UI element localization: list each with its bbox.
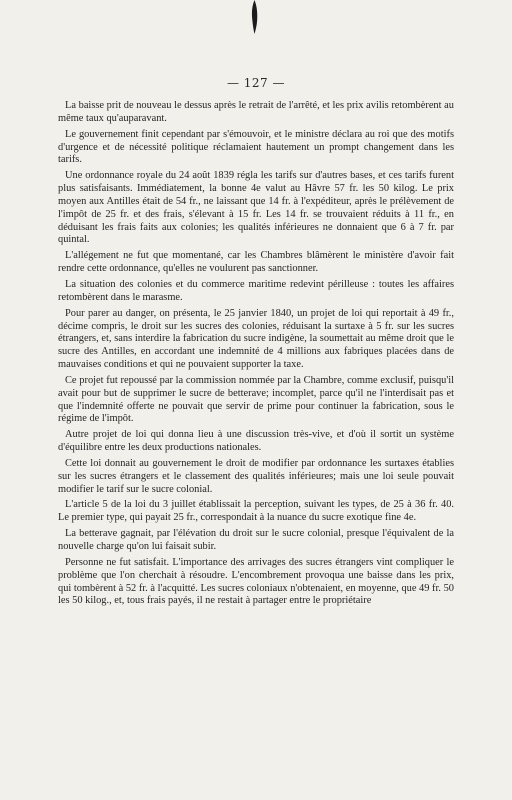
paragraph: L'article 5 de la loi du 3 juillet établissait la perception, suivant les types, de 25 à 36 fr. 40. Le premier type, qui payait 25 fr., correspondait à la nuance du sucre exotique fine 4e. — [58, 499, 454, 524]
paragraph: Pour parer au danger, on présenta, le 25 janvier 1840, un projet de loi qui reportait à 49 fr., décime compris, le droit sur les sucres des colonies, réduisant la surtaxe à 5 fr. sur les sucres étrangers, et, sans interdire la fabrication du sucre indigène, la soumettait au même droit que le sucre des Antilles, en accordant une indemnité de 4 millions aux fabriques placées dans de mauvaises conditions et qui ne pouvaient supporter la taxe. — [58, 307, 454, 371]
paragraph: La baisse prit de nouveau le dessus après le retrait de l'arrêté, et les prix avilis retombèrent au même taux qu'auparavant. — [58, 100, 454, 124]
paragraph: La betterave gagnait, par l'élévation du droit sur le sucre colonial, presque l'équivalent de la nouvelle charge qu'on lui faisait subir. — [58, 528, 454, 552]
paragraph: La situation des colonies et du commerce maritime redevint périlleuse : toutes les affaires retombèrent dans le marasme. — [58, 278, 454, 303]
body-text — [58, 100, 454, 611]
paragraph: Autre projet de loi qui donna lieu à une discussion très-vive, et d'où il sortit un système d'équilibre entre les deux productions nationales. — [58, 429, 454, 454]
paragraph: Le gouvernement finit cependant par s'émouvoir, et le ministre déclara au roi que des motifs d'urgence et de nécessité politique réclamaient hautement un prompt changement dans les tarifs. — [58, 128, 454, 166]
paragraph: Personne ne fut satisfait. L'importance des arrivages des sucres étrangers vint compliquer le problème que l'on cherchait à résoudre. L'encombrement provoqua une baisse dans les prix, qui tombèrent à 52 fr. à l'acquitté. Les sucres coloniaux n'obtenaient, en moyenne, que 49 fr. 50 les 50 kilog., et, tous frais payés, il ne restait à partager entre le propriétaire — [58, 556, 454, 607]
page-number: — 127 — — [226, 76, 286, 90]
paragraph: Ce projet fut repoussé par la commission nommée par la Chambre, comme exclusif, puisqu'il avait pour but de supprimer le sucre de betterave; incomplet, parce qu'il ne l'interdisait pas et que l'indemnité offerte ne pouvait que servir de prime pour continuer la fabrication, sous le régime de l'impôt. — [58, 374, 454, 425]
paragraph: L'allégement ne fut que momentané, car les Chambres blâmèrent le ministère d'avoir fait rendre cette ordonnance, qu'elles ne voulurent pas sanctionner. — [58, 250, 454, 275]
binding-mark-icon — [250, 0, 259, 34]
paragraph: Une ordonnance royale du 24 août 1839 régla les tarifs sur d'autres bases, et ces tarifs furent plus satisfaisants. Immédiatement, la bonne 4e valut au Hâvre 57 fr. les 50 kilog. Le prix moyen aux Antilles était de 54 fr., ne laissant que 14 fr. à l'expéditeur, après le prélèvement de l'impôt de 25 fr. et des frais, s'élevant à 15 fr. Les 14 fr. se trouvaient réduits à 11 fr., en déduisant les frais faits aux colonies; les qualités inférieures ne donnaient que 6 à 7 fr. par quintal. — [58, 170, 454, 246]
paragraph: Cette loi donnait au gouvernement le droit de modifier par ordonnance les surtaxes établies sur les sucres étrangers et le classement des qualités inférieures; mais une loi seule pouvait modifier le tarif sur le sucre colonial. — [58, 457, 454, 495]
